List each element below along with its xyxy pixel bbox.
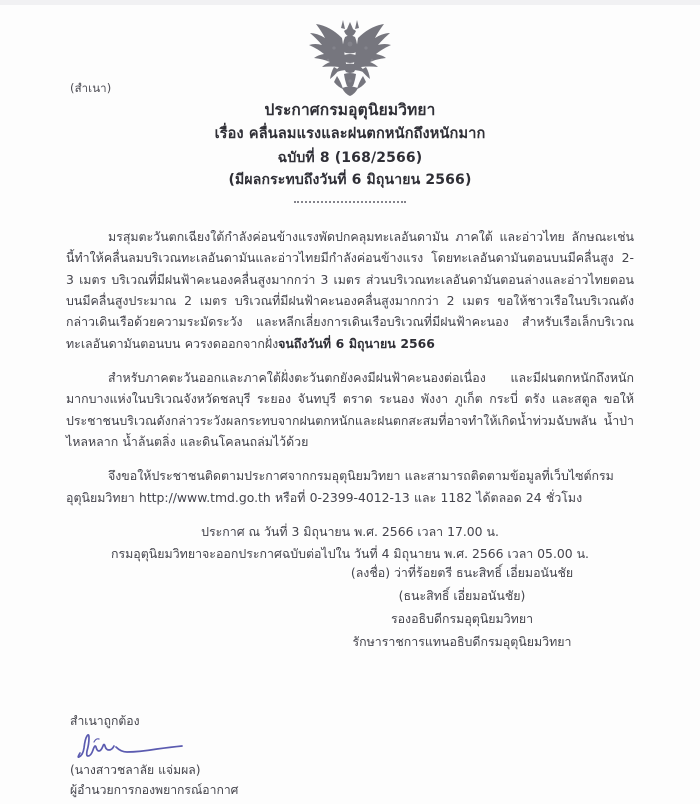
issue-number: ฉบับที่ 8 (168/2566) xyxy=(277,149,423,166)
title-divider xyxy=(294,201,406,203)
signer-acting-position: รักษาราชการแทนอธิบดีกรมอุตุนิยมวิทยา xyxy=(352,633,572,649)
paragraph-1-text: มรสุมตะวันตกเฉียงใต้กำลังค่อนข้างแรงพัดปกคลุมทะเลอันดามัน ภาคใต้ และอ่าวไทย ลักษณะเช่นนี้ทำให้คลื่นลมบริเวณทะเลอันดามันและอ่าวไทยมีกำลังค่อนข้างแรง โดยทะเลอันดามันตอนบนมีคลื่นสูง 2-3 เมตร บริเวณที่มีฝนฟ้าคะนองคลื่นสูงมากกว่า 3 เมตร ส่วนบริเวณทะเลอันดามันตอนล่างและอ่าวไทยตอนบนมีคลื่นสูงประมาณ 2 เมตร บริเวณที่มีฝนฟ้าคะนองคลื่นสูงมากกว่า 2 เมตร ขอให้ชาวเรือในบริเวณดังกล่าวเดินเรือด้วยความระมัดระวัง และหลีกเลี่ยงการเดินเรือบริเวณที่มีฝนฟ้าคะนอง สำหรับเรือเล็กบริเวณทะเลอันดามันตอนบน ควรงดออกจากฝั่ง xyxy=(66,229,634,351)
paragraph-monsoon xyxy=(66,226,634,354)
signature-block xyxy=(284,562,640,654)
certified-copy-header: สำเนาถูกต้อง xyxy=(70,714,140,728)
scan-edge-band xyxy=(0,0,700,5)
title-block xyxy=(0,98,700,203)
document-body xyxy=(66,226,634,565)
certifier-title: ผู้อำนวยการกองพยากรณ์อากาศ xyxy=(70,782,239,797)
announcement-datetime: ประกาศ ณ วันที่ 3 มิถุนายน พ.ศ. 2566 เวลา 17.00 น. xyxy=(201,523,499,539)
signer-name: (ธนะสิทธิ์ เอี่ยมอนันชัย) xyxy=(398,587,526,603)
signed-by: (ลงชื่อ) ว่าที่ร้อยตรี ธนะสิทธิ์ เอี่ยมอนันชัย xyxy=(350,565,574,580)
paragraph-rainfall-provinces: สำหรับภาคตะวันออกและภาคใต้ฝั่งตะวันตกยังคงมีฝนฟ้าคะนองต่อเนื่อง และมีฝนตกหนักถึงหนักมากบางแห่งในบริเวณจังหวัดชลบุรี ระยอง จันทบุรี ตราด ระนอง พังงา ภูเก็ต กระบี่ ตรัง และสตูล ขอให้ประชาชนบริเวณดังกล่าวระวังผลกระทบจากฝนตกหนักและฝนตกสะสมที่อาจทำให้เกิดน้ำท่วมฉับพลัน น้ำป่าไหลหลาก น้ำล้นตลิ่ง และดินโคลนถล่มไว้ด้วย xyxy=(66,369,634,449)
copy-marker: (สำเนา) xyxy=(70,81,112,95)
document-title: ประกาศกรมอุตุนิยมวิทยา xyxy=(264,101,436,119)
garuda-emblem xyxy=(298,18,402,104)
paragraph-1-emphasis: จนถึงวันที่ 6 มิถุนายน 2566 xyxy=(278,335,435,351)
effective-date: (มีผลกระทบถึงวันที่ 6 มิถุนายน 2566) xyxy=(228,172,472,189)
paragraph-contact-info: จึงขอให้ประชาชนติดตามประกาศจากกรมอุตุนิยมวิทยา และสามารถติดตามข้อมูลที่เว็บไซต์กรมอุตุนิยมวิทยา http://www.tmd.go.th หรือที่ 0-2399-4012-13 และ 1182 ได้ตลอด 24 ชั่วโมง xyxy=(66,468,614,505)
certifier-name: (นางสาวชลาลัย แจ่มผล) xyxy=(70,762,201,777)
next-issue-datetime: กรมอุตุนิยมวิทยาจะออกประกาศฉบับต่อไปใน วันที่ 4 มิถุนายน พ.ศ. 2566 เวลา 05.00 น. xyxy=(110,546,589,562)
document-subject: เรื่อง คลื่นลมแรงและฝนตกหนักถึงหนักมาก xyxy=(214,126,486,143)
handwritten-signature xyxy=(72,733,400,759)
certified-copy-block xyxy=(70,712,400,800)
signer-position: รองอธิบดีกรมอุตุนิยมวิทยา xyxy=(390,610,534,626)
